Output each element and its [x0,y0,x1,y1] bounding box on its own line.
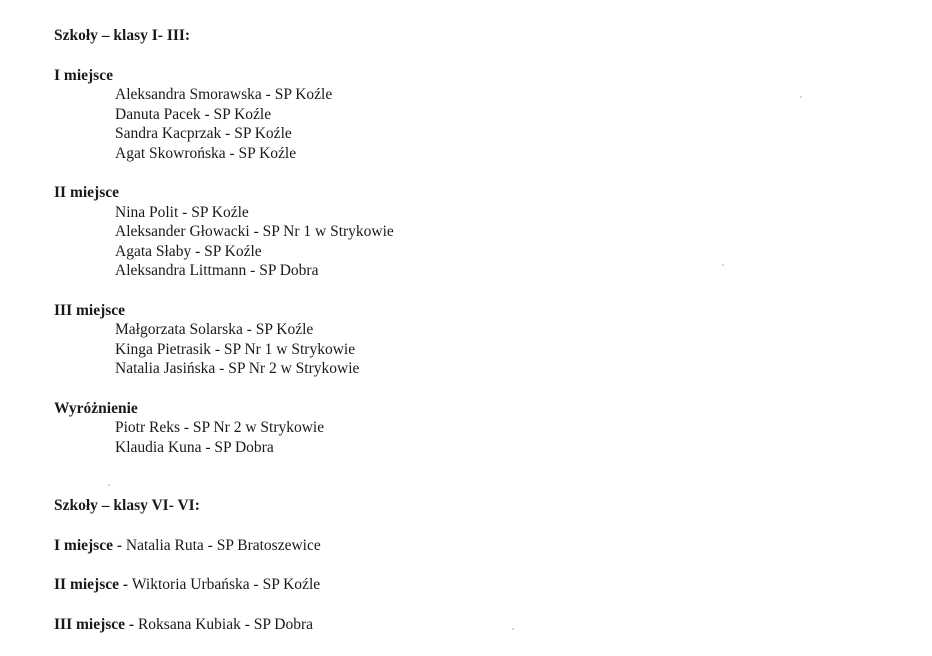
list-item: Klaudia Kuna - SP Dobra [115,438,274,456]
award-label: II miejsce [54,576,119,593]
list-item: Sandra Kacprzak - SP Koźle [115,125,292,142]
award-winner: Wiktoria Urbańska - SP Koźle [131,576,321,593]
section-title-grades-6: Szkoły – klasy VI- VI: [54,497,200,514]
list-item: Danuta Pacek - SP Koźle [115,105,272,123]
award-winner: Roksana Kubiak - SP Dobra [137,615,314,633]
scan-speck [722,264,724,266]
award-winner: Natalia Ruta - SP Bratoszewice [125,536,321,554]
award-separator: - [112,536,126,554]
award-label: I miejsce [54,536,113,554]
list-item: Aleksander Głowacki - SP Nr 1 w Strykowie [115,223,394,240]
scan-speck [108,484,110,486]
award-separator: - [119,576,132,593]
list-item: Małgorzata Solarska - SP Koźle [115,321,314,338]
award-label: III miejsce [54,615,126,633]
scan-speck [800,96,802,98]
list-item: Aleksandra Littmann - SP Dobra [115,262,319,279]
list-item: Kinga Pietrasik - SP Nr 1 w Strykowie [115,340,356,358]
scan-speck [512,628,514,630]
list-item: Natalia Jasińska - SP Nr 2 w Strykowie [115,360,360,377]
award-first-place [54,536,914,556]
list-item: Piotr Reks - SP Nr 2 w Strykowie [115,419,325,436]
list-item: Agat Skowrońska - SP Koźle [115,144,297,162]
award-third-place [54,615,914,635]
group-heading-second-place: II miejsce [54,184,119,201]
list-item: Agata Słaby - SP Koźle [115,242,262,260]
document-page [54,26,914,634]
section-title-grades-1-3: Szkoły – klasy I- III: [54,27,191,44]
list-item: Nina Polit - SP Koźle [115,203,249,221]
group-heading-distinction: Wyróżnienie [54,399,138,417]
group-heading-third-place: III miejsce [54,301,126,319]
award-separator: - [125,615,138,633]
list-item: Aleksandra Smorawska - SP Koźle [115,86,333,103]
group-heading-first-place: I miejsce [54,66,113,84]
award-second-place [54,575,914,595]
